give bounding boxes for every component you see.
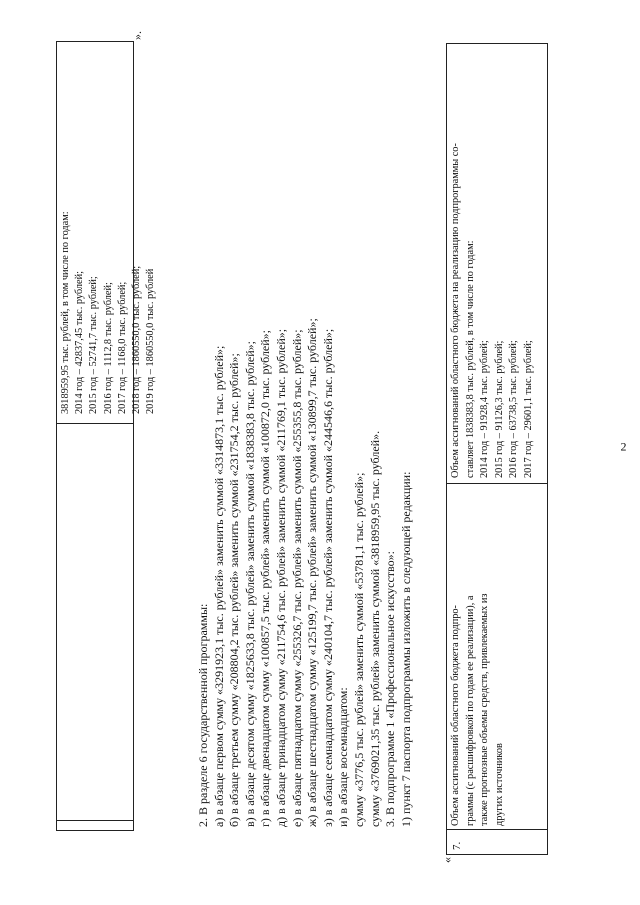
text-line: б) в абзаце третьем сумму «208804,2 тыс. рублей» заменить суммой «231754,2 тыс. рублей»; [227,353,242,827]
budget-line: 2017 год – 1168,0 тыс. рублей; [116,281,128,414]
text-line: г) в абзаце двенадцатом сумму «100857,5 тыс. рублей» заменить суммой «100872,0 тыс. рублей»; [258,329,273,827]
budget-line: 2015 год – 52741,7 тыс. рублей; [88,276,100,414]
text-line: а) в абзаце первом сумму «3291923,1 тыс. рублей» заменить суммой «3314873,1 тыс. рублей»; [211,345,226,827]
closing-quote-mark: ». [130,31,144,40]
value-line: 2016 год – 63738,5 тыс. рублей; [508,340,520,478]
item-number: 7. [451,841,463,850]
budget-line: 2014 год – 42837,45 тыс. рублей; [74,271,86,414]
table-column-label [57,423,133,821]
budget-line: 2019 год – 1860550,0 тыс. рублей [145,268,157,414]
text-line: 3. В подпрограмме 1 «Профессиональное искусство»: [383,551,398,827]
item-value-cell [449,46,537,478]
text-line: е) в абзаце пятнадцатом сумму «255326,7 тыс. рублей» заменить суммой «255355,8 тыс. рублей»; [289,329,304,827]
budget-years-cell [59,211,158,414]
text-line: сумму «3776,5 тыс. рублей» заменить суммой «53781,1 тыс. рублей»; [351,472,366,827]
passport-item-7-table [446,43,548,855]
value-line: Объем ассигнований областного бюджета на реализацию подпрограммы со- [450,143,461,478]
label-line: граммы (с расшифровкой по годам ее реализации), а [464,595,476,826]
label-line: также прогнозные объемы средств, привлекаемых из [479,593,491,826]
text-line: 1) пункт 7 паспорта подпрограммы изложить в следующей редакции: [398,471,413,827]
budget-line: 3818959,95 тыс. рублей, в том числе по годам: [60,211,71,414]
item-label-cell [449,486,507,826]
budget-line: 2016 год – 1112,8 тыс. рублей; [102,282,114,414]
value-line: 2017 год – 29601,1 тыс. рублей; [522,340,534,478]
text-line: ж) в абзаце шестнадцатом сумму «125199,7 тыс. рублей» заменить суммой «130899,7 тыс. рублей»; [305,318,320,827]
text-line: з) в абзаце семнадцатом сумму «240104,7 тыс. рублей» заменить суммой «244546,6 тыс. рублей»; [320,328,335,827]
value-line: 2015 год – 91126,3 тыс. рублей; [493,340,505,478]
label-line: Объем ассигнований областного бюджета подпро- [450,605,461,826]
text-line: сумму «3769021,35 тыс. рублей» заменить суммой «3818959,95 тыс. рублей». [367,430,382,827]
table-column-number [57,820,133,830]
text-line: в) в абзаце десятом сумму «1825633,8 тыс. рублей» заменить суммой «1838383,8 тыс. рублей»; [242,340,257,827]
text-line: д) в абзаце тринадцатом сумму «211754,6 тыс. рублей» заменить суммой «211769,1 тыс. рублей»; [273,328,288,827]
amendments-text [196,27,414,827]
page-number: 2 [620,439,627,454]
text-line: 2. В разделе 6 государственной программы: [196,603,210,827]
opening-quote-mark: « [440,857,454,863]
value-line: 2014 год – 91928,4 тыс. рублей; [479,340,491,478]
text-line: и) в абзаце восемнадцатом: [336,687,351,827]
label-line: других источников [493,743,505,826]
budget-table-top [56,41,157,831]
budget-line: 2018 год – 1860550,0 тыс. рублей; [131,265,143,414]
value-line: ставляет 1838383,8 тыс. рублей, в том числе по годам: [464,240,476,478]
